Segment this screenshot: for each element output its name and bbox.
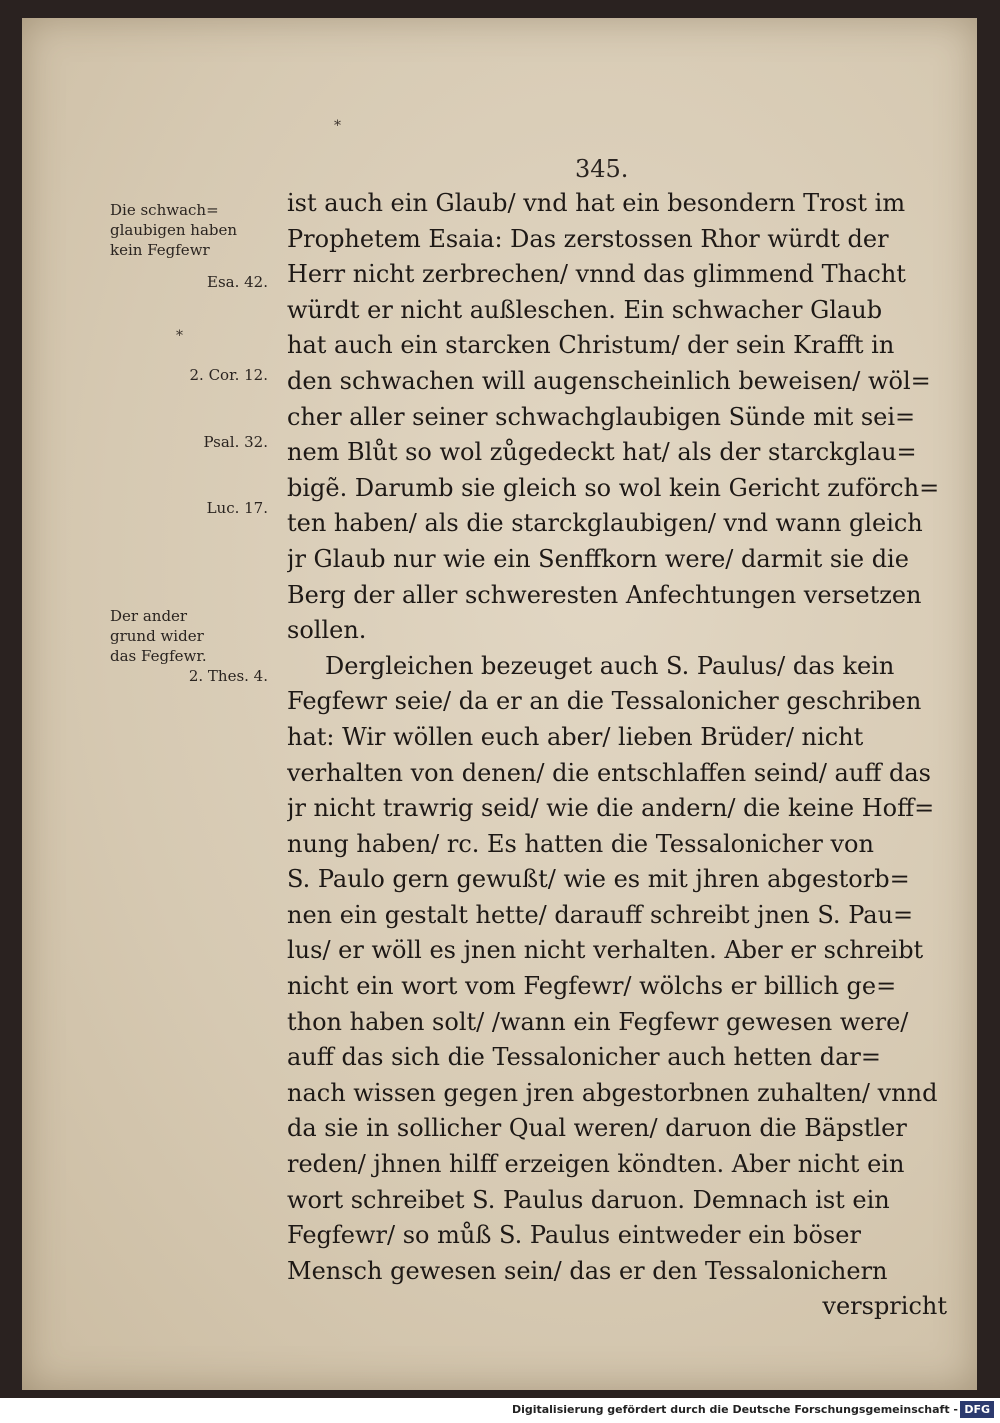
page-mark: *: [334, 118, 341, 134]
margin-note-line: Der ander: [110, 607, 188, 625]
text-line: ist auch ein Glaub/ vnd hat ein besondern Trost im: [287, 189, 906, 217]
text-line: lus/ er wöll es jnen nicht verhalten. Aber er schreibt: [287, 936, 924, 965]
text-line: bigẽ. Darumb sie gleich so wol kein Gericht zuförch=: [287, 473, 940, 502]
text-line: da sie in sollicher Qual weren/ daruon die Bäpstler: [287, 1114, 907, 1143]
text-line: Dergleichen bezeuget auch S. Paulus/ das kein: [325, 651, 895, 680]
text-line: nem Blůt so wol zůgedeckt hat/ als der starckglau=: [287, 438, 917, 467]
text-line: auff das sich die Tessalonicher auch hetten dar=: [287, 1043, 881, 1072]
text-line: S. Paulo gern gewußt/ wie es mit jhren abgestorb=: [287, 865, 910, 894]
text-line: sollen.: [287, 616, 367, 645]
catchword: verspricht: [822, 1292, 947, 1321]
text-line: nach wissen gegen jren abgestorbnen zuhalten/ vnnd: [287, 1078, 938, 1107]
margin-mark: *: [176, 328, 183, 344]
margin-citation: Psal. 32.: [203, 433, 268, 451]
text-line: nicht ein wort vom Fegfewr/ wölchs er billich ge=: [287, 972, 897, 1001]
margin-note-line: grund wider: [110, 627, 204, 645]
text-line: verhalten von denen/ die entschlaffen seind/ auff das: [287, 758, 931, 787]
margin-note-second-ground: [110, 606, 270, 666]
text-line: jr Glaub nur wie ein Senffkorn were/ darmit sie die: [287, 544, 909, 573]
page-number: 345.: [575, 155, 629, 183]
text-line: hat auch ein starcken Christum/ der sein Krafft in: [287, 331, 895, 360]
text-line: reden/ jhnen hilff erzeigen köndten. Aber nicht ein: [287, 1150, 905, 1179]
text-line: ten haben/ als die starckglaubigen/ vnd wann gleich: [287, 509, 923, 538]
text-line: würdt er nicht außleschen. Ein schwacher Glaub: [287, 295, 883, 324]
text-line: cher aller seiner schwachglaubigen Sünde mit sei=: [287, 402, 916, 431]
text-line: hat: Wir wöllen euch aber/ lieben Brüder/ nicht: [287, 722, 864, 751]
footer-credit: Digitalisierung gefördert durch die Deutsche Forschungsgemeinschaft -: [511, 1403, 958, 1416]
margin-note-weak-faith: [110, 200, 270, 260]
text-line: Prophetem Esaia: Das zerstossen Rhor würdt der: [287, 224, 889, 253]
text-line: Fegfewr/ so můß S. Paulus eintweder ein böser: [287, 1221, 861, 1250]
text-line: Mensch gewesen sein/ das er den Tessalonichern: [287, 1256, 888, 1285]
footer-bar: [0, 1398, 1000, 1423]
text-line: nen ein gestalt hette/ darauff schreibt jnen S. Pau=: [287, 900, 914, 929]
margin-note-line: kein Fegfewr: [110, 241, 210, 259]
margin-citation: Esa. 42.: [207, 273, 268, 291]
margin-citation: 2. Cor. 12.: [189, 366, 268, 384]
text-line: den schwachen will augenscheinlich beweisen/ wöl=: [287, 366, 931, 395]
text-line: wort schreibet S. Paulus daruon. Demnach ist ein: [287, 1185, 890, 1214]
margin-citation: Luc. 17.: [206, 499, 268, 517]
text-line: Berg der aller schweresten Anfechtungen versetzen: [287, 580, 922, 609]
body-text: [287, 186, 947, 1325]
text-line: Fegfewr seie/ da er an die Tessalonicher geschriben: [287, 687, 922, 716]
text-line: jr nicht trawrig seid/ wie die andern/ die keine Hoff=: [287, 794, 935, 823]
margin-citation: 2. Thes. 4.: [188, 667, 268, 685]
text-line: thon haben solt/ /wann ein Fegfewr gewesen were/: [287, 1007, 909, 1036]
margin-note-line: glaubigen haben: [110, 221, 238, 239]
dfg-logo: DFG: [960, 1401, 994, 1418]
text-line: nung haben/ rc. Es hatten die Tessalonicher von: [287, 829, 874, 858]
margin-note-line: Die schwach=: [110, 201, 219, 219]
text-line: Herr nicht zerbrechen/ vnnd das glimmend Thacht: [287, 260, 906, 289]
margin-note-line: das Fegfewr.: [110, 647, 207, 665]
